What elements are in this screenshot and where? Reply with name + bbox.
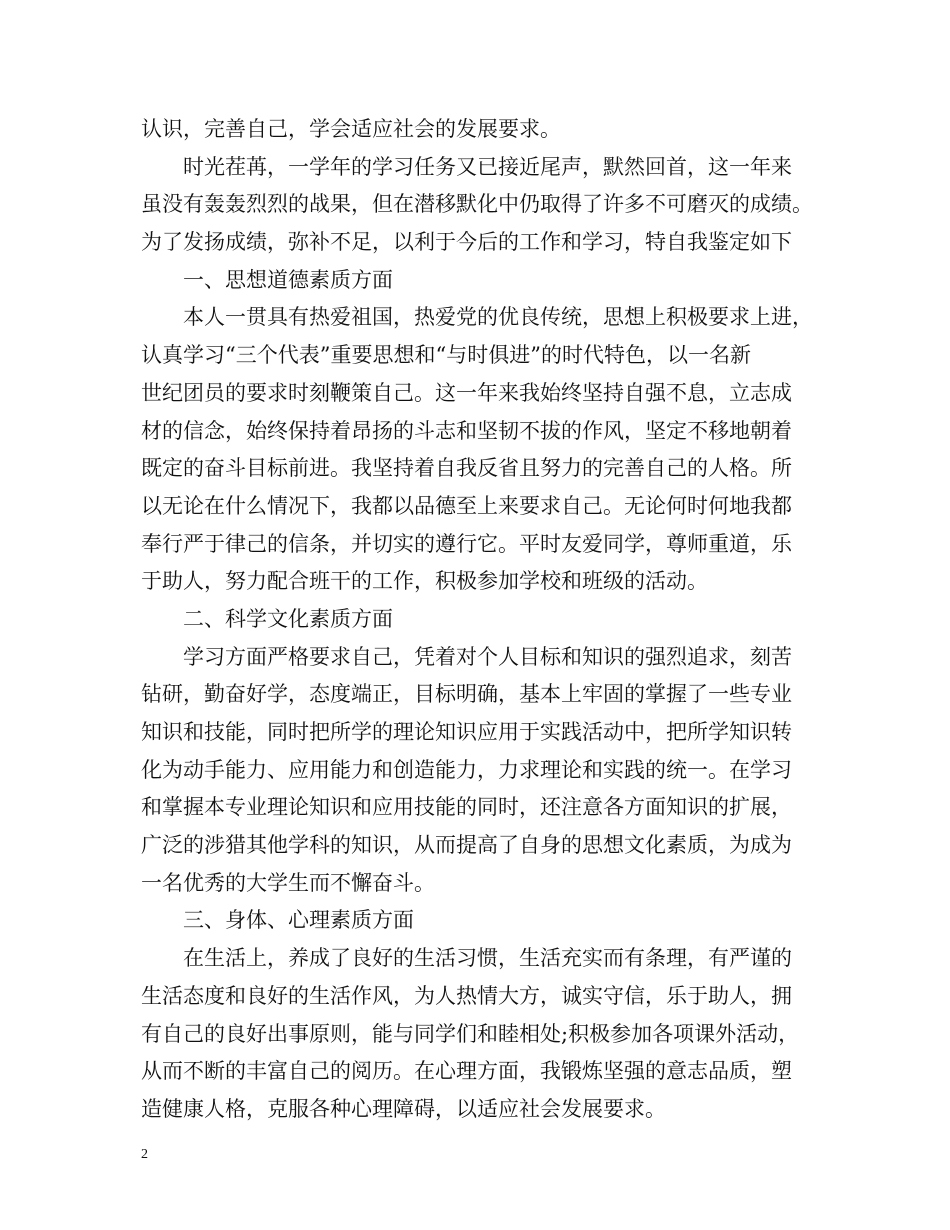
text-line: 以无论在什么情况下，我都以品德至上来要求自己。无论何时何地我都 — [141, 493, 792, 518]
text-line: 在生活上，养成了良好的生活习惯，生活充实而有条理，有严谨的 — [183, 946, 792, 971]
text-line: 化为动手能力、应用能力和创造能力，力求理论和实践的统一。在学习 — [141, 757, 792, 782]
text-line: 本人一贯具有热爱祖国，热爱党的优良传统，思想上积极要求上进， — [183, 305, 813, 330]
text-line: 学习方面严格要求自己，凭着对个人目标和知识的强烈追求，刻苦 — [183, 644, 792, 669]
text-line: 从而不断的丰富自己的阅历。在心理方面，我锻炼坚强的意志品质，塑 — [141, 1059, 792, 1084]
text-line: 和掌握本专业理论知识和应用技能的同时，还注意各方面知识的扩展， — [141, 795, 792, 820]
text-line: 为了发扬成绩，弥补不足，以利于今后的工作和学习，特自我鉴定如下 — [141, 230, 792, 255]
text-line: 世纪团员的要求时刻鞭策自己。这一年来我始终坚持自强不息，立志成 — [141, 380, 792, 405]
section-heading: 三、身体、心理素质方面 — [183, 908, 414, 933]
text-line: 材的信念，始终保持着昂扬的斗志和坚韧不拔的作风，坚定不移地朝着 — [141, 418, 792, 443]
text-line: 时光茬苒，一学年的学习任务又已接近尾声，默然回首，这一年来 — [183, 154, 792, 179]
text-line: 钻研，勤奋好学，态度端正，目标明确，基本上牢固的掌握了一些专业 — [141, 682, 792, 707]
text-line: 认识，完善自己，学会适应社会的发展要求。 — [141, 117, 561, 141]
document-body — [141, 111, 821, 1129]
text-line: 认真学习“三个代表”重要思想和“与时俱进”的时代特色，以一名新 — [141, 343, 751, 368]
text-line: 有自己的良好出事原则，能与同学们和睦相处;积极参加各项课外活动， — [141, 1021, 800, 1046]
page-number: 2 — [141, 1147, 148, 1162]
text-line: 奉行严于律己的信条，并切实的遵行它。平时友爱同学，尊师重道，乐 — [141, 531, 792, 556]
section-heading: 二、科学文化素质方面 — [183, 606, 393, 631]
text-line: 既定的奋斗目标前进。我坚持着自我反省且努力的完善自己的人格。所 — [141, 456, 792, 481]
text-line: 广泛的涉猎其他学科的知识，从而提高了自身的思想文化素质，为成为 — [141, 833, 792, 858]
text-line: 虽没有轰轰烈烈的战果，但在潜移默化中仍取得了许多不可磨灭的成绩。 — [141, 192, 813, 217]
text-line: 生活态度和良好的生活作风，为人热情大方，诚实守信，乐于助人，拥 — [141, 983, 792, 1008]
text-line: 造健康人格，克服各种心理障碍，以适应社会发展要求。 — [141, 1096, 666, 1121]
text-line: 一名优秀的大学生而不懈奋斗。 — [141, 870, 435, 895]
text-line: 知识和技能，同时把所学的理论知识应用于实践活动中，把所学知识转 — [141, 720, 792, 744]
section-heading: 一、思想道德素质方面 — [183, 267, 393, 292]
text-line: 于助人，努力配合班干的工作，积极参加学校和班级的活动。 — [141, 569, 708, 594]
